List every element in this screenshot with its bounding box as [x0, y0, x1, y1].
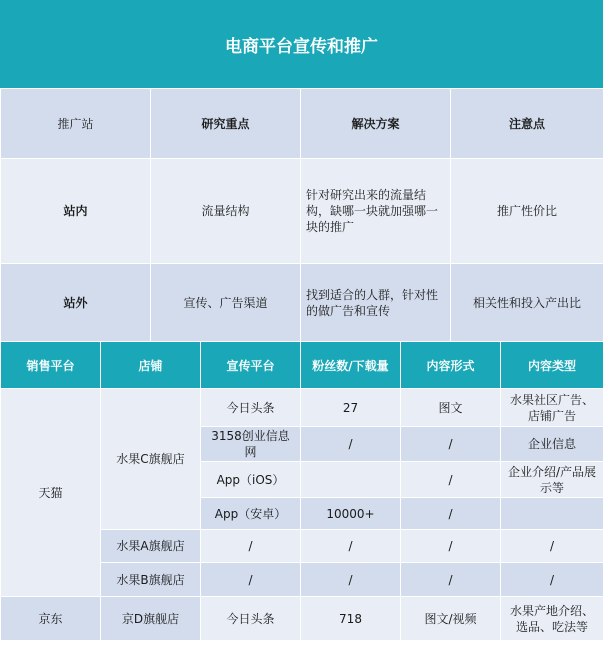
channel-cell: 今日头条	[201, 597, 301, 641]
header-solution: 解决方案	[301, 89, 451, 159]
table-row	[1, 389, 603, 427]
channel-cell: App（iOS）	[201, 462, 301, 498]
form-cell: 图文/视频	[401, 597, 501, 641]
form-cell: /	[401, 563, 501, 597]
header-focus: 研究重点	[151, 89, 301, 159]
form-cell: /	[401, 462, 501, 498]
header-store: 店铺	[101, 342, 201, 389]
sales-platform-table	[0, 341, 603, 641]
store-cell: 水果B旗舰店	[101, 563, 201, 597]
table-row	[1, 597, 603, 641]
type-cell	[501, 498, 603, 530]
channel-cell: /	[201, 530, 301, 563]
form-cell: 图文	[401, 389, 501, 427]
fans-cell: /	[301, 427, 401, 462]
type-cell: /	[501, 530, 603, 563]
fans-cell: 10000+	[301, 498, 401, 530]
table-row	[1, 264, 603, 342]
header-site: 推广站	[1, 89, 151, 159]
fans-cell: 718	[301, 597, 401, 641]
focus-cell: 宣传、广告渠道	[151, 264, 301, 342]
promotion-table	[0, 88, 603, 342]
solution-cell: 针对研究出来的流量结构，缺哪一块就加强哪一块的推广	[301, 159, 451, 264]
note-cell: 推广性价比	[451, 159, 603, 264]
promotion-header-row	[1, 89, 603, 159]
header-type: 内容类型	[501, 342, 603, 389]
store-cell: 水果C旗舰店	[101, 389, 201, 530]
channel-cell: /	[201, 563, 301, 597]
channel-cell: 今日头条	[201, 389, 301, 427]
page-title: 电商平台宣传和推广	[0, 0, 603, 88]
store-cell: 京D旗舰店	[101, 597, 201, 641]
header-fans: 粉丝数/下载量	[301, 342, 401, 389]
type-cell: 企业信息	[501, 427, 603, 462]
form-cell: /	[401, 498, 501, 530]
focus-cell: 流量结构	[151, 159, 301, 264]
site-cell: 站外	[1, 264, 151, 342]
header-form: 内容形式	[401, 342, 501, 389]
type-cell: 企业介绍/产品展示等	[501, 462, 603, 498]
fans-cell: /	[301, 563, 401, 597]
solution-cell: 找到适合的人群，针对性的做广告和宣传	[301, 264, 451, 342]
type-cell: 水果社区广告、店铺广告	[501, 389, 603, 427]
form-cell: /	[401, 530, 501, 563]
header-platform: 销售平台	[1, 342, 101, 389]
note-cell: 相关性和投入产出比	[451, 264, 603, 342]
channel-cell: App（安卓）	[201, 498, 301, 530]
site-cell: 站内	[1, 159, 151, 264]
type-cell: 水果产地介绍、选品、吃法等	[501, 597, 603, 641]
platform-cell: 京东	[1, 597, 101, 641]
table-row	[1, 159, 603, 264]
fans-cell: /	[301, 530, 401, 563]
sales-header-row	[1, 342, 603, 389]
fans-cell: 27	[301, 389, 401, 427]
platform-cell: 天猫	[1, 389, 101, 597]
store-cell: 水果A旗舰店	[101, 530, 201, 563]
channel-cell: 3158创业信息网	[201, 427, 301, 462]
header-note: 注意点	[451, 89, 603, 159]
type-cell: /	[501, 563, 603, 597]
header-channel: 宣传平台	[201, 342, 301, 389]
fans-cell	[301, 462, 401, 498]
form-cell: /	[401, 427, 501, 462]
